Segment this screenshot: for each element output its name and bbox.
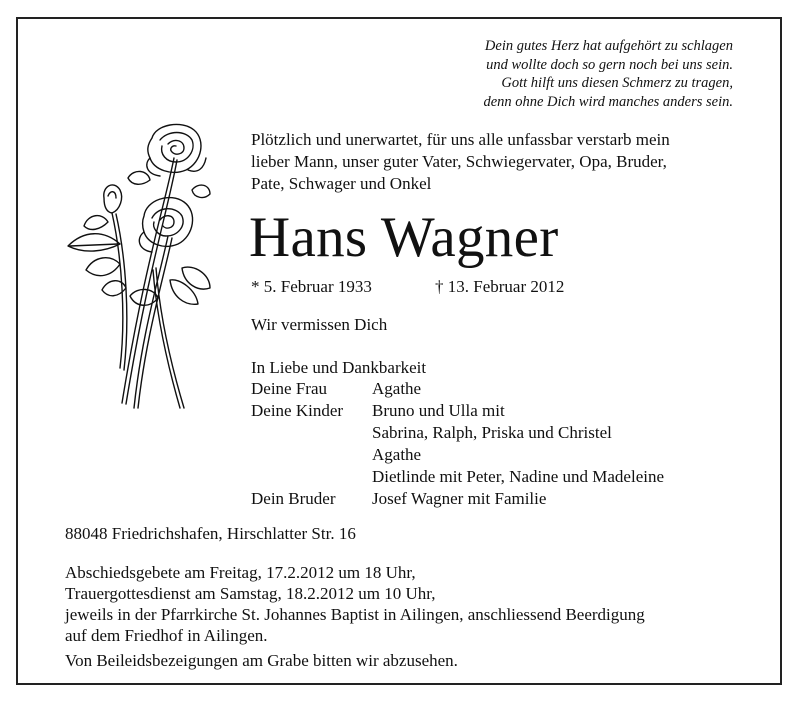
poem-line: Gott hilft uns diesen Schmerz zu tragen, xyxy=(501,75,733,91)
service-line: Trauergottesdienst am Samstag, 18.2.2012 um 10 Uhr, xyxy=(65,584,436,603)
family-names: Agathe xyxy=(372,379,422,398)
family-relation: Deine Kinder xyxy=(251,401,344,420)
service-line: jeweils in der Pfarrkirche St. Johannes Baptist in Ailingen, anschliessend Beerdigung xyxy=(65,605,645,624)
intro-text xyxy=(251,129,751,195)
poem-line: Dein gutes Herz hat aufgehört zu schlagen xyxy=(484,38,733,54)
family-names: Josef Wagner mit Familie xyxy=(372,489,547,508)
family-relation: Dein Bruder xyxy=(251,489,336,508)
intro-line: Pate, Schwager und Onkel xyxy=(251,174,432,193)
condolence-note: Von Beileidsbezeigungen am Grabe bitten wir abzusehen. xyxy=(65,651,458,670)
service-details xyxy=(65,562,645,646)
death-date: † 13. Februar 2012 xyxy=(435,277,565,296)
family-names: Agathe xyxy=(372,445,422,464)
deceased-name: Hans Wagner xyxy=(249,206,559,269)
rose-icon xyxy=(64,118,212,418)
gratitude-line: In Liebe und Dankbarkeit xyxy=(251,358,427,377)
service-line: Abschiedsgebete am Freitag, 17.2.2012 um 18 Uhr, xyxy=(65,563,416,582)
poem-line: und wollte doch so gern noch bei uns sein. xyxy=(486,56,733,73)
intro-line: Plötzlich und unerwartet, für uns alle unfassbar verstarb mein xyxy=(251,130,670,149)
address: 88048 Friedrichshafen, Hirschlatter Str. 16 xyxy=(65,524,356,543)
birth-date: * 5. Februar 1933 xyxy=(251,277,372,296)
family-relation: Deine Frau xyxy=(251,379,328,398)
family-names: Sabrina, Ralph, Priska und Christel xyxy=(372,423,612,442)
family-names: Dietlinde mit Peter, Nadine und Madeleine xyxy=(372,467,665,486)
service-line: auf dem Friedhof in Ailingen. xyxy=(65,626,268,645)
poem-line: denn ohne Dich wird manches anders sein. xyxy=(483,93,733,110)
poem xyxy=(420,37,733,111)
intro-line: lieber Mann, unser guter Vater, Schwiegervater, Opa, Bruder, xyxy=(251,152,667,171)
miss-text: Wir vermissen Dich xyxy=(251,315,388,334)
family-names: Bruno und Ulla mit xyxy=(372,401,505,420)
